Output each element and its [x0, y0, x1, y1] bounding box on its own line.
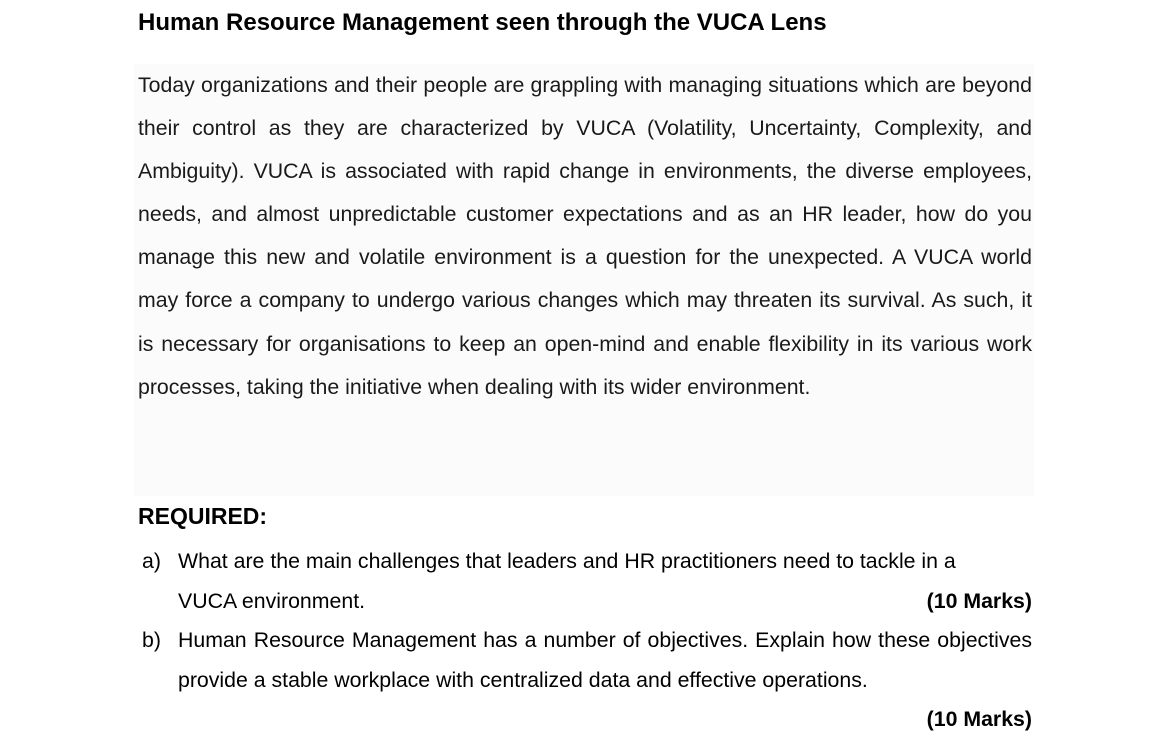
required-heading: REQUIRED: — [138, 503, 268, 529]
document-title: Human Resource Management seen through the VUCA Lens — [138, 9, 827, 36]
question-b — [142, 621, 1032, 740]
question-a-marks: (10 Marks) — [926, 588, 1032, 613]
intro-paragraph: Today organizations and their people are grappling with managing situations which are beyond their control as they are characterized by VUCA (Volatility, Uncertainty, Complexity, and Ambiguity). VUCA is associated with rapid change in environments, the diverse employees, needs, and almost unpredictable customer expectations and as an HR leader, how do you manage this new and volatile environment is a question for the unexpected. A VUCA world may force a company to undergo various changes which may threaten its survival. As such, it is necessary for organisations to keep an open-mind and enable flexibility in its various work processes, taking the initiative when dealing with its wider environment. — [138, 73, 1032, 399]
question-b-text: Human Resource Management has a number of objectives. Explain how these objectives provide a stable workplace with centralized data and effective operations. — [178, 628, 1032, 692]
question-b-letter: b) — [142, 628, 161, 652]
question-a-letter: a) — [142, 549, 161, 573]
question-a — [142, 542, 1032, 621]
question-b-marks: (10 Marks) — [926, 707, 1032, 731]
question-a-text-line1: What are the main challenges that leaders and HR practitioners need to tackle in a — [178, 549, 956, 573]
question-a-line2 — [178, 582, 1032, 622]
question-a-text-line2: VUCA environment. — [178, 588, 366, 613]
